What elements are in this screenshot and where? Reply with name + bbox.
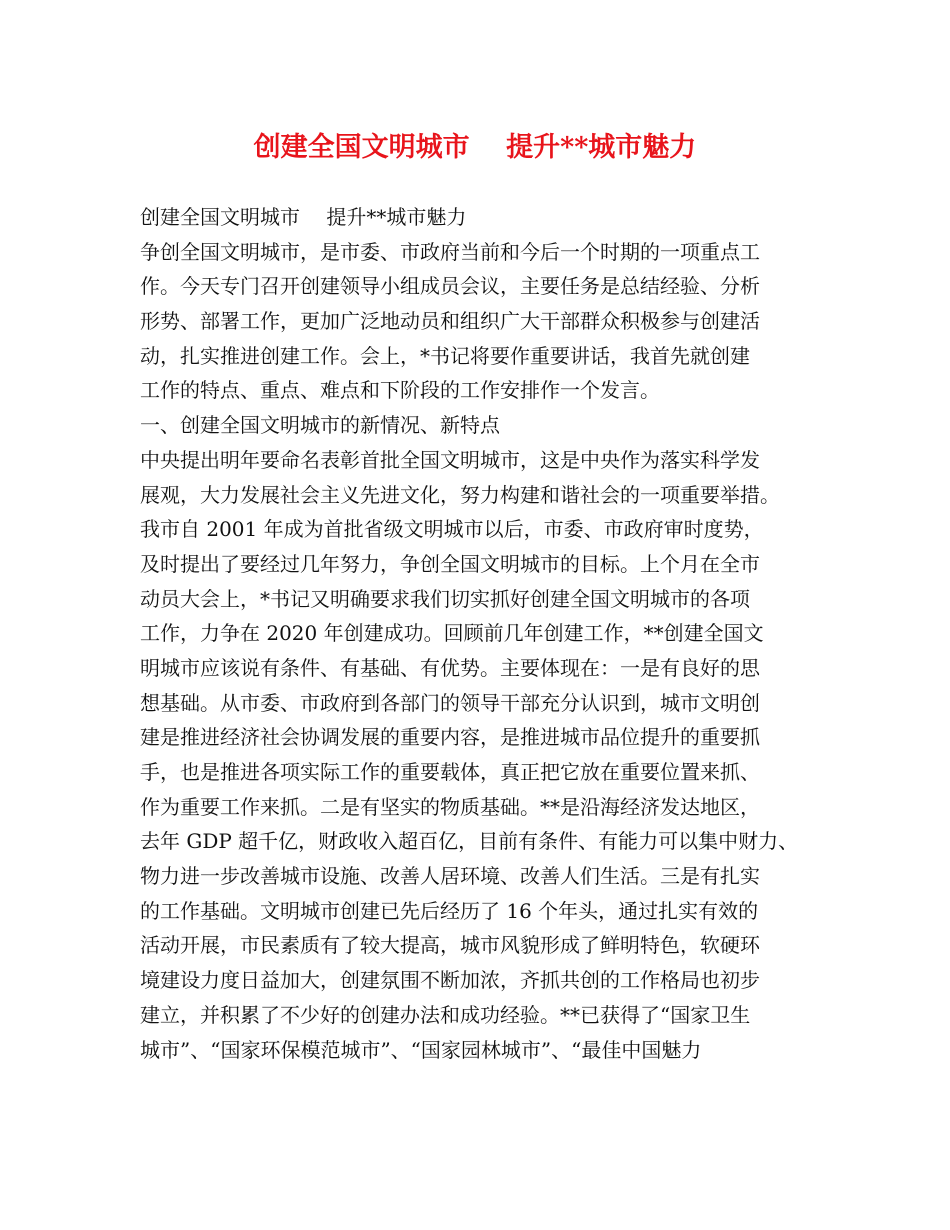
text-line: 活动开展，市民素质有了较大提高，城市风貌形成了鲜明特色，软硬环 bbox=[140, 933, 760, 958]
text-line: 及时提出了要经过几年努力，争创全国文明城市的目标。上个月在全市 bbox=[140, 551, 760, 576]
text-line: 展观，大力发展社会主义先进文化，努力构建和谐社会的一项重要举措。 bbox=[140, 482, 780, 507]
text-line: 的工作基础。文明城市创建已先后经历了 16 个年头，通过扎实有效的 bbox=[140, 898, 759, 923]
text-line: 创建全国文明城市 提升**城市魅力 bbox=[140, 205, 467, 229]
text-line: 明城市应该说有条件、有基础、有优势。主要体现在：一是有良好的思 bbox=[140, 655, 760, 680]
text-line: 争创全国文明城市，是市委、市政府当前和今后一个时期的一项重点工 bbox=[140, 239, 760, 264]
text-line: 工作的特点、重点、难点和下阶段的工作安排作一个发言。 bbox=[140, 378, 660, 403]
text-line: 动，扎实推进创建工作。会上，*书记将要作重要讲话，我首先就创建 bbox=[140, 343, 750, 368]
document-title: 创建全国文明城市 提升**城市魅力 bbox=[253, 132, 697, 163]
text-line: 想基础。从市委、市政府到各部门的领导干部充分认识到，城市文明创 bbox=[140, 690, 760, 715]
text-line: 一、创建全国文明城市的新情况、新特点 bbox=[140, 413, 500, 438]
text-line: 城市”、“国家环保模范城市”、“国家园林城市”、“最佳中国魅力 bbox=[140, 1037, 702, 1062]
text-line: 作。今天专门召开创建领导小组成员会议，主要任务是总结经验、分析 bbox=[140, 274, 760, 299]
text-line: 去年 GDP 超千亿，财政收入超百亿，目前有条件、有能力可以集中财力、 bbox=[140, 829, 799, 854]
text-line: 建立，并积累了不少好的创建办法和成功经验。**已获得了“国家卫生 bbox=[140, 1002, 751, 1027]
text-line: 境建设力度日益加大，创建氛围不断加浓，齐抓共创的工作格局也初步 bbox=[140, 968, 760, 993]
document-body bbox=[140, 200, 840, 1067]
text-line: 我市自 2001 年成为首批省级文明城市以后，市委、市政府审时度势， bbox=[140, 517, 764, 542]
text-line: 建是推进经济社会协调发展的重要内容，是推进城市品位提升的重要抓 bbox=[140, 725, 760, 750]
text-line: 手，也是推进各项实际工作的重要载体，真正把它放在重要位置来抓、 bbox=[140, 760, 760, 784]
text-line: 中央提出明年要命名表彰首批全国文明城市，这是中央作为落实科学发 bbox=[140, 447, 760, 472]
text-line: 物力进一步改善城市设施、改善人居环境、改善人们生活。三是有扎实 bbox=[140, 864, 760, 889]
text-line: 作为重要工作来抓。二是有坚实的物质基础。**是沿海经济发达地区， bbox=[140, 794, 760, 819]
text-line: 动员大会上，*书记又明确要求我们切实抓好创建全国文明城市的各项 bbox=[140, 586, 750, 611]
text-line: 形势、部署工作，更加广泛地动员和组织广大干部群众积极参与创建活 bbox=[140, 309, 760, 334]
text-line: 工作，力争在 2020 年创建成功。回顾前几年创建工作，**创建全国文 bbox=[140, 621, 764, 646]
